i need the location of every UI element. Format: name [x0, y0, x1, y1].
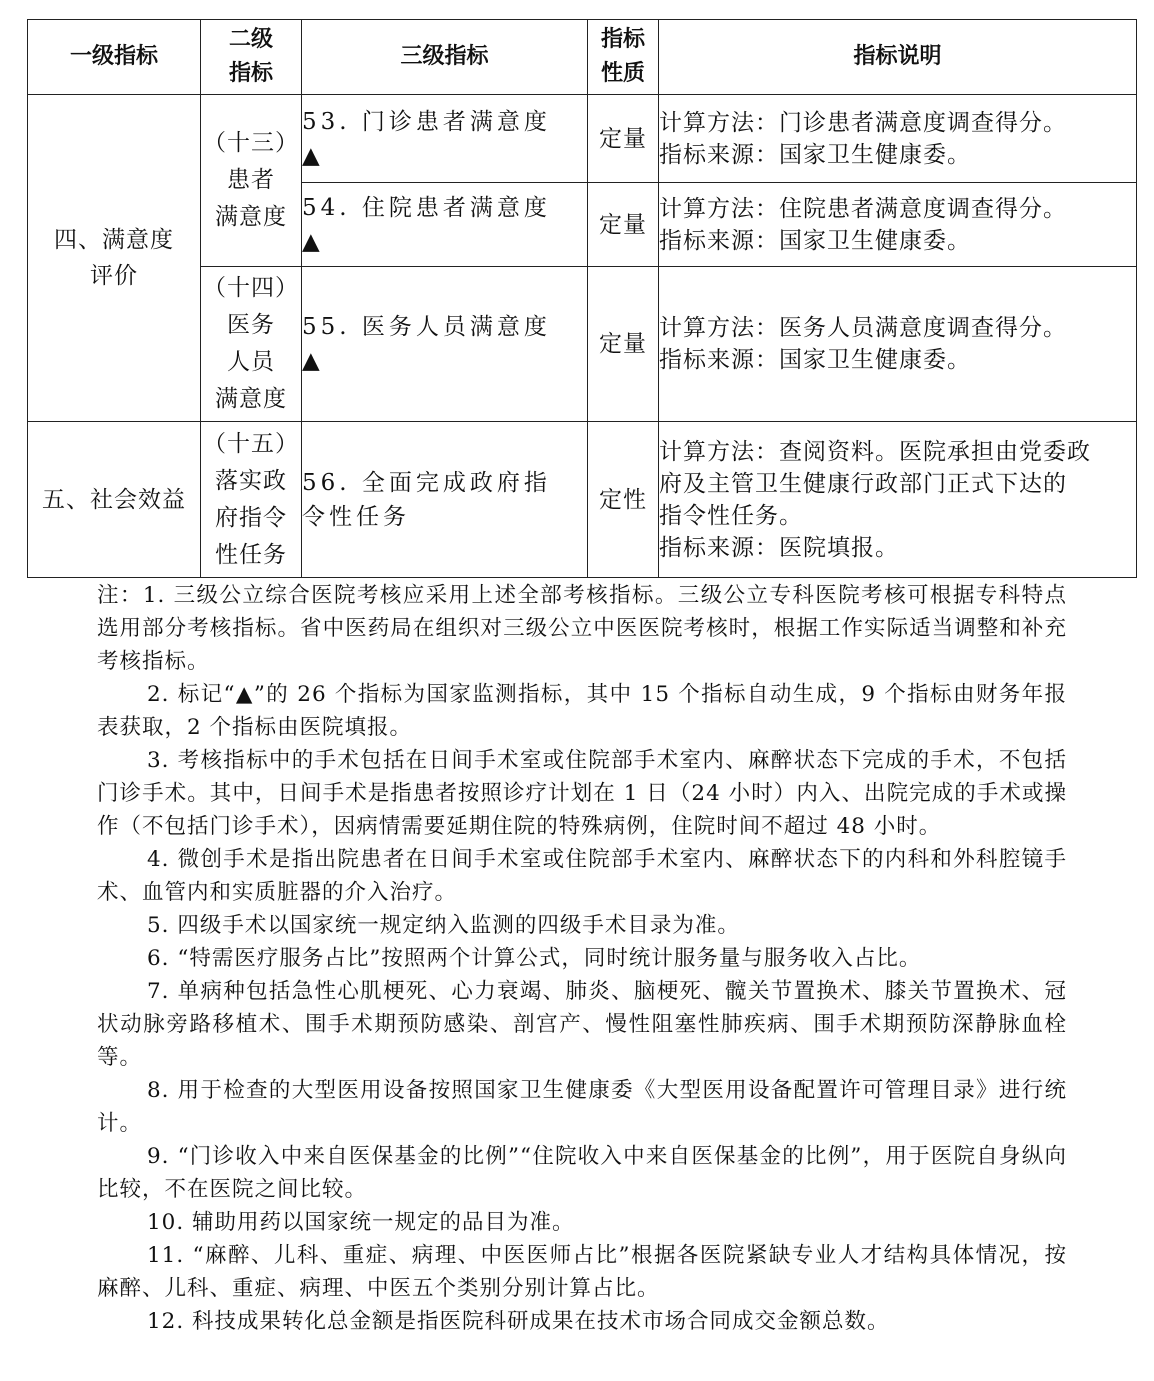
level2-patient-satisfaction: （十三） 患者 满意度 [201, 95, 302, 267]
description-53: 计算方法：门诊患者满意度调查得分。 指标来源：国家卫生健康委。 [659, 95, 1137, 183]
header-description: 指标说明 [659, 20, 1137, 95]
note-9: 9. “门诊收入中来自医保基金的比例”“住院收入中来自医保基金的比例”，用于医院自身纵向比较，不在医院之间比较。 [97, 1144, 1067, 1202]
level2-staff-satisfaction: （十四） 医务 人员 满意度 [201, 267, 302, 422]
note-11: 11. “麻醉、儿科、重症、病理、中医医师占比”根据各医院紧缺专业人才结构具体情况，按麻醉、儿科、重症、病理、中医五个类别分别计算占比。 [97, 1243, 1067, 1301]
indicator-55: 55. 医务人员满意度 ▲ [302, 267, 588, 422]
indicator-table [27, 19, 1137, 578]
nature-55: 定量 [588, 267, 659, 422]
note-1: 注：1. 三级公立综合医院考核应采用上述全部考核指标。三级公立专科医院考核可根据专科特点选用部分考核指标。省中医药局在组织对三级公立中医医院考核时，根据工作实际适当调整和补充考核指标。 [97, 583, 1067, 674]
table-row [28, 95, 1137, 183]
description-56: 计算方法：查阅资料。医院承担由党委政 府及主管卫生健康行政部门正式下达的 指令性任务。 指标来源：医院填报。 [659, 422, 1137, 578]
note-6: 6. “特需医疗服务占比”按照两个计算公式，同时统计服务量与服务收入占比。 [147, 946, 922, 971]
national-monitor-mark: ▲ [302, 142, 324, 169]
note-10: 10. 辅助用药以国家统一规定的品目为准。 [147, 1210, 575, 1235]
nature-56: 定性 [588, 422, 659, 578]
level1-satisfaction: 四、满意度 评价 [28, 95, 201, 422]
note-4: 4. 微创手术是指出院患者在日间手术室或住院部手术室内、麻醉状态下的内科和外科腔镜手术、血管内和实质脏器的介入治疗。 [97, 847, 1067, 905]
header-level2: 二级 指标 [201, 20, 302, 95]
description-54: 计算方法：住院患者满意度调查得分。 指标来源：国家卫生健康委。 [659, 183, 1137, 267]
nature-54: 定量 [588, 183, 659, 267]
indicator-56: 56. 全面完成政府指 令性任务 [302, 422, 588, 578]
national-monitor-mark: ▲ [302, 228, 324, 255]
note-12: 12. 科技成果转化总金额是指医院科研成果在技术市场合同成交金额总数。 [147, 1309, 890, 1334]
note-8: 8. 用于检查的大型医用设备按照国家卫生健康委《大型医用设备配置许可管理目录》进行统计。 [97, 1078, 1067, 1136]
note-5: 5. 四级手术以国家统一规定纳入监测的四级手术目录为准。 [147, 913, 740, 938]
level2-government-tasks: （十五） 落实政 府指令 性任务 [201, 422, 302, 578]
header-nature: 指标 性质 [588, 20, 659, 95]
notes-section [97, 579, 1067, 1338]
header-level3: 三级指标 [302, 20, 588, 95]
nature-53: 定量 [588, 95, 659, 183]
note-2: 2. 标记“▲”的 26 个指标为国家监测指标，其中 15 个指标自动生成，9 个指标由财务年报表获取，2 个指标由医院填报。 [97, 682, 1067, 740]
indicator-53: 53. 门诊患者满意度 ▲ [302, 95, 588, 183]
note-3: 3. 考核指标中的手术包括在日间手术室或住院部手术室内、麻醉状态下完成的手术，不包括门诊手术。其中，日间手术是指患者按照诊疗计划在 1 日（24 小时）内入、出院完成的手术或操作（不包括门诊手术），因病情需要延期住院的特殊病例，住院时间不超过 48 小时。 [97, 748, 1067, 839]
level1-social-benefit: 五、社会效益 [28, 422, 201, 578]
table-header-row [28, 20, 1137, 95]
description-55: 计算方法：医务人员满意度调查得分。 指标来源：国家卫生健康委。 [659, 267, 1137, 422]
header-level1: 一级指标 [28, 20, 201, 95]
indicator-54: 54. 住院患者满意度 ▲ [302, 183, 588, 267]
national-monitor-mark: ▲ [302, 348, 324, 374]
note-7: 7. 单病种包括急性心肌梗死、心力衰竭、肺炎、脑梗死、髋关节置换术、膝关节置换术、冠状动脉旁路移植术、围手术期预防感染、剖宫产、慢性阻塞性肺疾病、围手术期预防深静脉血栓等。 [97, 979, 1067, 1070]
table-row [28, 422, 1137, 578]
